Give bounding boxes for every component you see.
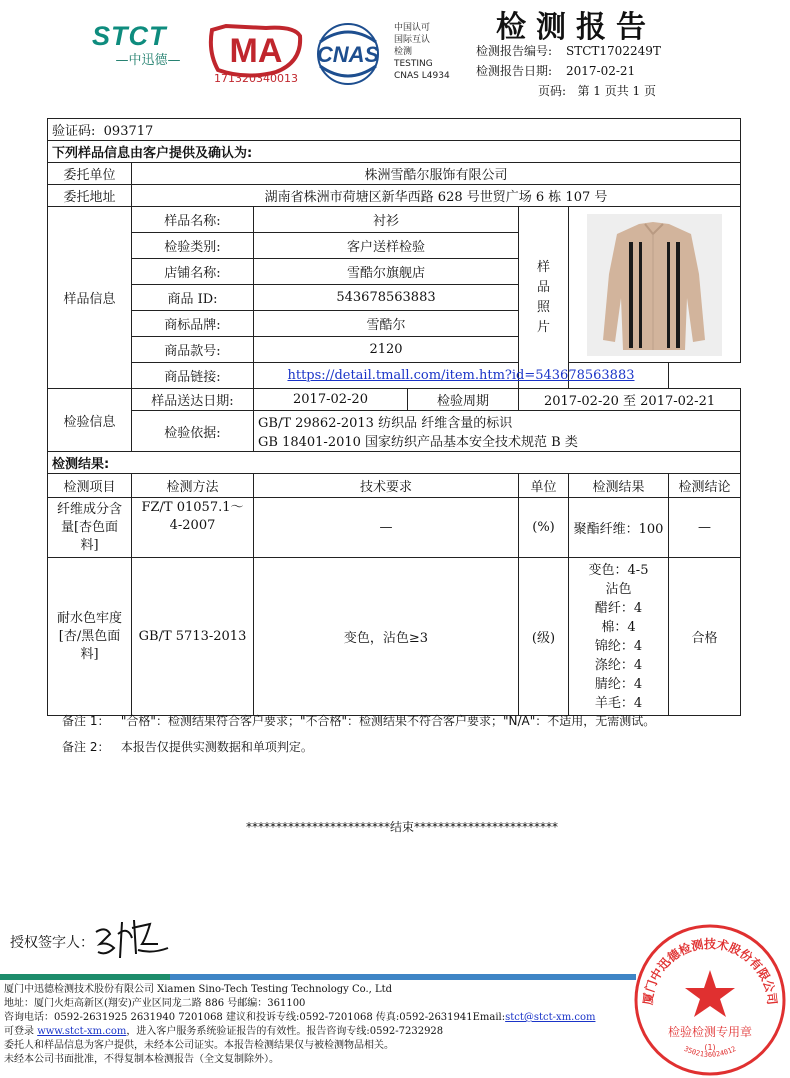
footer-company: 厦门中迅德检测技术股份有限公司 Xiamen Sino-Tech Testing Technology Co., Ltd	[4, 984, 393, 995]
svg-text:厦门中迅德检测技术股份有限公司: 厦门中迅德检测技术股份有限公司	[640, 937, 780, 1006]
verify-code: 093717	[103, 124, 154, 139]
result-row-fiber: 纤维成分含 量[杏色面 料] FZ/T 01057.1～ 4-2007 — (%) 聚酯纤维：100 —	[48, 498, 741, 558]
svg-text:检验检测专用章: 检验检测专用章	[667, 1025, 753, 1039]
client-address: 湖南省株洲市荷塘区新华西路 628 号世贸广场 6 栋 107 号	[132, 185, 741, 207]
seal-star-icon	[685, 970, 735, 1017]
footer-contact: 咨询电话：0592-2631925 2631940 7201068 建议和投诉专线:0592-7201068 传真:0592-2631941Email:stct@stct-xm.com	[4, 1012, 596, 1023]
ma-logo-text: MA	[229, 32, 283, 70]
page-value: 第 1 页共 1 页	[577, 84, 656, 98]
footer-disclaimer-2: 未经本公司书面批准，不得复制本检测报告（全文复制除外）。	[4, 1054, 279, 1065]
note-1: 备注 1： "合格"：检测结果符合客户要求；"不合格"：检测结果不符合客户要求；"N/A"：不适用，无需测试。	[62, 714, 656, 728]
svg-text:(1): (1)	[704, 1043, 716, 1052]
footer-address: 地址：厦门火炬高新区(翔安)产业区同龙二路 886 号邮编：361100	[4, 998, 306, 1009]
sample-info-title: 下列样品信息由客户提供及确认为:	[48, 141, 741, 163]
address-row: 委托地址 湖南省株洲市荷塘区新华西路 628 号世贸广场 6 栋 107 号	[48, 185, 741, 207]
footer-website-link[interactable]: www.stct-xm.com	[37, 1026, 127, 1037]
cnas-logo	[306, 22, 390, 86]
sample-row: 样品信息 样品名称: 衬衫 样 品 照 片	[48, 207, 741, 233]
ma-number: 171320340013	[214, 72, 298, 85]
stct-logo: STCT —中迅德—	[92, 21, 181, 68]
inspection-period: 2017-02-20 至 2017-02-21	[519, 389, 741, 411]
results-title: 检测结果:	[48, 452, 741, 474]
report-table: 验证码: 093717 下列样品信息由客户提供及确认为: 委托单位 株洲雪酷尔服饰有限公司 委托地址 湖南省株洲市荷塘区新华西路 628 号世贸广场 6 栋 107 号 样品信息 样品名称: 衬衫 样 品 照 片 检验类别: 客户送样检验 店铺名称: 雪酷尔旗舰店 商品 ID: 543678563883 商标品牌: 雪酷尔 商品款号: 2120 商品链接: https://detail.tmall.com/item.htm?id=543678563883 检验信息 样品送达日期: 2017-02-20 检验周期 2017-02-20 至 2017-02-21 检验依据: GB/T 29862-2013 纺织品 纤维含量的标识 GB 18401-2010 国家纺织产品基本安全技术规范 B 类 检测结果: 检测项目 检测方法 技术要求 单位 检测结果 检测结论 纤维成分含 量[杏色面 料] FZ/T 01057.1～ 4-2007 — (%) 聚酯纤维：100 — 耐水色牢度 [杏/黑色面 料] GB/T 5713-2013 变色，沾色≥3 (级) 变色：4-5 沾色 醋纤：4 棉：4 锦纶：4 涤纶：4 腈纶：4 羊毛：4 合格	[47, 118, 741, 716]
inspection-basis: GB/T 29862-2013 纺织品 纤维含量的标识 GB 18401-2010 国家纺织产品基本安全技术规范 B 类	[254, 411, 741, 452]
inspection-group-label: 检验信息	[48, 389, 132, 452]
shirt-image	[587, 214, 722, 356]
page-line: 页码: 第 1 页共 1 页	[537, 84, 656, 98]
end-marker: ************************结束************************	[245, 820, 558, 834]
sample-photo	[587, 214, 722, 356]
footer-website: 可登录 www.stct-xm.com，进入客户服务系统验证报告的有效性。报告咨询专线:0592-7232928	[4, 1026, 444, 1037]
sample-photo-cell	[569, 207, 741, 363]
signature	[92, 914, 172, 964]
svg-text:3502136024012: 3502136024012	[682, 1044, 738, 1059]
footer-disclaimer-1: 委托人和样品信息为客户提供，未经本公司证实。本报告检测结果仅与被检测物品相关。	[4, 1040, 394, 1051]
report-date-line: 检测报告日期: 2017-02-21	[476, 64, 636, 78]
sample-group-label: 样品信息	[48, 207, 132, 389]
footer-bar-green	[0, 974, 170, 980]
company-seal	[630, 922, 790, 1078]
report-date: 2017-02-21	[566, 64, 636, 78]
photo-label: 样 品 照 片	[519, 207, 569, 389]
client-row: 委托单位 株洲雪酷尔服饰有限公司	[48, 163, 741, 185]
received-date: 2017-02-20	[254, 389, 408, 411]
product-link[interactable]: https://detail.tmall.com/item.htm?id=543678563883	[287, 368, 635, 383]
footer-bar-blue	[170, 974, 636, 980]
result-row-colorfastness: 耐水色牢度 [杏/黑色面 料] GB/T 5713-2013 变色，沾色≥3 (级) 变色：4-5 沾色 醋纤：4 棉：4 锦纶：4 涤纶：4 腈纶：4 羊毛：4 合格	[48, 558, 741, 716]
cnas-logo-text: CNAS	[316, 42, 380, 67]
note-2: 备注 2： 本报告仅提供实测数据和单项判定。	[62, 740, 313, 754]
results-header-row: 检测项目 检测方法 技术要求 单位 检测结果 检测结论	[48, 474, 741, 498]
product-id: 543678563883	[254, 285, 519, 311]
verify-row: 验证码: 093717	[48, 119, 741, 141]
report-number: STCT1702249T	[566, 44, 661, 58]
cnas-text: 中国认可 国际互认 检测 TESTING CNAS L4934	[394, 23, 450, 81]
client-name: 株洲雪酷尔服饰有限公司	[132, 163, 741, 185]
report-number-line: 检测报告编号: STCT1702249T	[476, 44, 661, 58]
footer-email-link[interactable]: stct@stct-xm.com	[505, 1012, 596, 1023]
signatory-label: 授权签字人：	[10, 935, 94, 951]
report-title: 检测报告	[496, 10, 656, 45]
